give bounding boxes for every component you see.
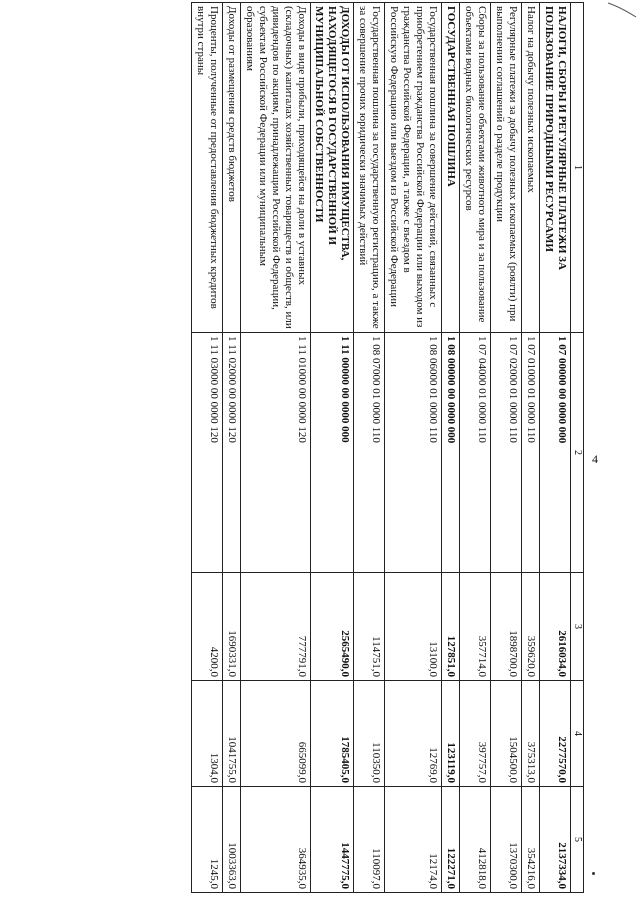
row-value-col5: 1245,0 — [191, 787, 222, 893]
row-value-col4: 123119,0 — [442, 681, 460, 787]
row-value-col5: 110097,0 — [354, 787, 385, 893]
row-value-col3: 359620,0 — [522, 573, 540, 681]
page-number: 4 — [592, 452, 598, 466]
row-value-col3: 1898700,0 — [491, 573, 522, 681]
row-value-col5: 1370300,0 — [491, 787, 522, 893]
table-row — [354, 3, 385, 893]
row-value-col3: 2616034,0 — [540, 573, 571, 681]
col-header: 2 — [571, 333, 584, 573]
row-code: 1 11 03000 00 0000 120 — [191, 333, 222, 573]
row-value-col4: 12769,0 — [385, 681, 442, 787]
row-value-col3: 114751,0 — [354, 573, 385, 681]
row-value-col4: 1304,0 — [191, 681, 222, 787]
col-header: 4 — [571, 681, 584, 787]
row-name: Проценты, полученные от предоставления бюджетных кредитов внутри страны — [191, 3, 222, 333]
row-code: 1 08 00000 00 0000 000 — [442, 333, 460, 573]
table-row — [222, 3, 240, 893]
row-name: ДОХОДЫ ОТ ИСПОЛЬЗОВАНИЯ ИМУЩЕСТВА, НАХОДЯЩЕГОСЯ В ГОСУДАРСТВЕННОЙ И МУНИЦИПАЛЬНОЙ СОБСТВЕННОСТИ — [310, 3, 354, 333]
row-value-col4: 1785405,0 — [310, 681, 354, 787]
row-code: 1 08 06000 01 0000 110 — [385, 333, 442, 573]
row-value-col3: 2565490,0 — [310, 573, 354, 681]
table-row — [191, 3, 222, 893]
table-row — [522, 3, 540, 893]
table-row — [540, 3, 571, 893]
row-value-col5: 412818,0 — [460, 787, 491, 893]
row-value-col4: 1504500,0 — [491, 681, 522, 787]
col-header: 5 — [571, 787, 584, 893]
row-value-col3: 13100,0 — [385, 573, 442, 681]
row-value-col3: 127851,0 — [442, 573, 460, 681]
row-code: 1 11 01000 00 0000 120 — [240, 333, 310, 573]
table-row — [240, 3, 310, 893]
row-value-col5: 1003363,0 — [222, 787, 240, 893]
table-row — [310, 3, 354, 893]
row-name: ГОСУДАРСТВЕННАЯ ПОШЛИНА — [442, 3, 460, 333]
rotated-table-wrapper — [64, 2, 584, 892]
row-value-col5: 1447775,0 — [310, 787, 354, 893]
row-name: Сборы за пользование объектами животного мира и за пользование объектами водных биологических ресурсов — [460, 3, 491, 333]
pen-stroke-mark — [606, 2, 640, 18]
table-row — [491, 3, 522, 893]
table-row — [442, 3, 460, 893]
table-row — [460, 3, 491, 893]
row-value-col4: 110350,0 — [354, 681, 385, 787]
row-name: Регулярные платежи за добычу полезных ископаемых (роялти) при выполнении соглашений о разделе продукции — [491, 3, 522, 333]
row-value-col3: 357714,0 — [460, 573, 491, 681]
row-name: НАЛОГИ, СБОРЫ И РЕГУЛЯРНЫЕ ПЛАТЕЖИ ЗА ПОЛЬЗОВАНИЕ ПРИРОДНЫМИ РЕСУРСАМИ — [540, 3, 571, 333]
row-value-col3: 4200,0 — [191, 573, 222, 681]
row-value-col4: 375313,0 — [522, 681, 540, 787]
row-name: Доходы в виде прибыли, приходящейся на доли в уставных (складочных) капиталах хозяйственных товариществ и обществ, или дивидендов по акциям, принадлежащим Российской Федерации, субъектам Российской Федерации или муниципальным образованиям — [240, 3, 310, 333]
row-code: 1 07 02000 01 0000 110 — [491, 333, 522, 573]
row-value-col5: 354216,0 — [522, 787, 540, 893]
row-code: 1 07 00000 00 0000 000 — [540, 333, 571, 573]
column-number-row — [571, 3, 584, 893]
row-value-col4: 397757,0 — [460, 681, 491, 787]
row-name: Государственная пошлина за государственную регистрацию, а также за совершение прочих юридически значимых действий — [354, 3, 385, 333]
row-value-col4: 1041755,0 — [222, 681, 240, 787]
row-name: Доходы от размещения средств бюджетов — [222, 3, 240, 333]
row-value-col5: 12174,0 — [385, 787, 442, 893]
row-value-col3: 1690331,0 — [222, 573, 240, 681]
row-value-col5: 122271,0 — [442, 787, 460, 893]
table-row — [385, 3, 442, 893]
row-value-col4: 2277570,0 — [540, 681, 571, 787]
row-value-col5: 364935,0 — [240, 787, 310, 893]
col-header: 1 — [571, 3, 584, 333]
col-header: 3 — [571, 573, 584, 681]
table-body — [191, 3, 570, 893]
scan-dot — [592, 872, 595, 875]
row-code: 1 08 07000 01 0000 110 — [354, 333, 385, 573]
row-code: 1 07 01000 01 0000 110 — [522, 333, 540, 573]
row-code: 1 07 04000 01 0000 110 — [460, 333, 491, 573]
row-value-col5: 2137334,0 — [540, 787, 571, 893]
row-name: Государственная пошлина за совершение действий, связанных с приобретением гражданства Российской Федерации или выходом из гражданства Российской Федерации, а также с въездом в Российскую Федерацию или выездом из Российской Федерации — [385, 3, 442, 333]
row-value-col4: 665099,0 — [240, 681, 310, 787]
row-code: 1 11 02000 00 0000 120 — [222, 333, 240, 573]
revenue-table — [191, 2, 584, 893]
row-name: Налог на добычу полезных ископаемых — [522, 3, 540, 333]
row-code: 1 11 00000 00 0000 000 — [310, 333, 354, 573]
row-value-col3: 777791,0 — [240, 573, 310, 681]
